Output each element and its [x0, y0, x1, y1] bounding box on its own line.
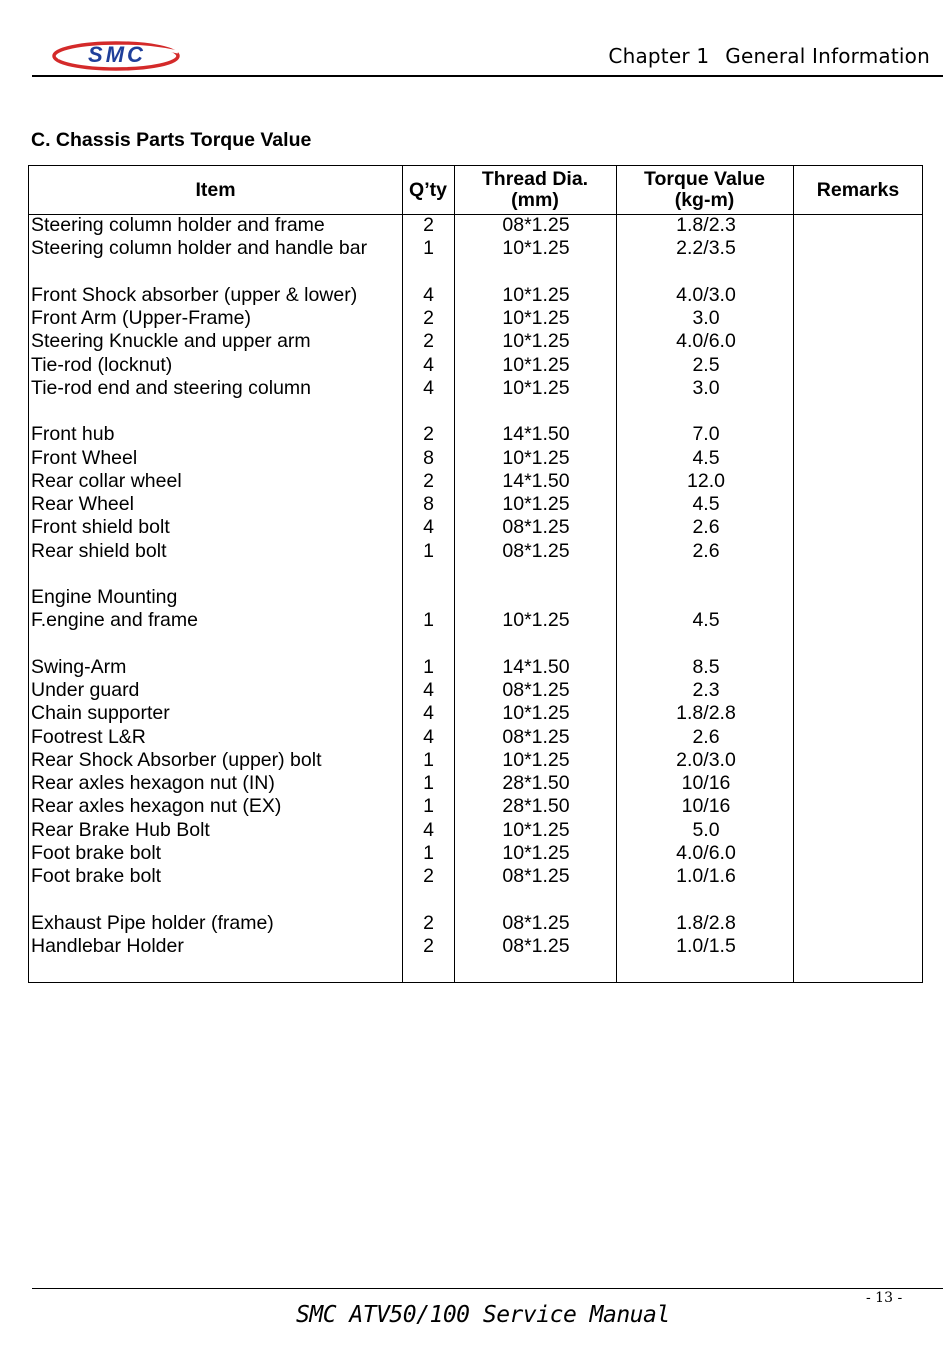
row-thread: 14*1.50: [502, 423, 570, 446]
table-row: [29, 726, 922, 749]
row-qty: 8: [423, 446, 434, 469]
row-qty: 2: [423, 423, 434, 446]
row-item: Chain supporter: [31, 702, 170, 725]
row-thread: 10*1.25: [502, 748, 570, 771]
row-torque: 7.0: [692, 423, 720, 446]
row-torque: 1.0/1.5: [676, 934, 736, 957]
row-thread: 28*1.50: [502, 772, 570, 794]
table-row: [29, 633, 922, 656]
row-torque: 3.0: [692, 376, 720, 399]
row-qty: 8: [423, 493, 434, 515]
row-thread: 08*1.25: [502, 516, 570, 539]
row-item: Rear shield bolt: [31, 539, 167, 562]
row-torque: 1.0/1.6: [676, 865, 736, 887]
row-item: Under guard: [31, 679, 140, 701]
row-qty: 1: [423, 655, 434, 678]
row-thread: 14*1.50: [502, 469, 570, 492]
table-row: [29, 423, 922, 446]
table-row: [29, 214, 922, 237]
row-torque: 8.5: [692, 655, 720, 678]
row-item: F.engine and frame: [31, 609, 198, 632]
table-row: [29, 772, 922, 795]
table-row: [29, 516, 922, 539]
header-remarks: Remarks: [816, 178, 900, 201]
row-qty: 4: [423, 702, 434, 725]
row-item: Rear Shock Absorber (upper) bolt: [31, 748, 322, 771]
table-row: [29, 540, 922, 563]
row-qty: 1: [423, 609, 434, 632]
row-torque: 4.0/6.0: [676, 330, 736, 353]
smc-logo: [50, 36, 184, 74]
row-qty: 4: [423, 353, 434, 376]
row-torque: 10/16: [681, 772, 731, 794]
table-row: [29, 377, 922, 400]
row-item: Swing-Arm: [31, 655, 127, 678]
table-row: [29, 912, 922, 935]
row-thread: 08*1.25: [502, 539, 570, 562]
row-torque: 12.0: [687, 469, 725, 492]
row-thread: 10*1.25: [502, 376, 570, 399]
svg-text:SMC: SMC: [88, 42, 146, 67]
row-thread: 14*1.50: [502, 655, 570, 678]
row-torque: 1.8/2.8: [676, 702, 736, 725]
header-item: Item: [195, 178, 236, 201]
table-row: [29, 749, 922, 772]
footer-rule: [32, 1288, 943, 1289]
row-item: Rear Brake Hub Bolt: [31, 818, 210, 841]
table-row: [29, 656, 922, 679]
row-qty: 2: [423, 911, 434, 934]
table-row: [29, 237, 922, 260]
row-torque: 4.0/3.0: [676, 283, 736, 306]
table-row: [29, 865, 922, 888]
table-row: [29, 307, 922, 330]
row-item: Front hub: [31, 423, 115, 446]
table-row: [29, 447, 922, 470]
row-torque: 3.0: [692, 307, 720, 329]
row-thread: 08*1.25: [502, 934, 570, 957]
table-row: [29, 935, 922, 958]
table-row: [29, 563, 922, 586]
row-torque: 5.0: [692, 818, 720, 841]
row-qty: 2: [423, 214, 434, 236]
torque-table: [28, 165, 923, 983]
row-torque: 10/16: [681, 795, 731, 818]
row-torque: 4.5: [692, 493, 720, 515]
row-torque: 2.2/3.5: [676, 237, 736, 260]
row-thread: 10*1.25: [502, 330, 570, 353]
table-row: [29, 609, 922, 632]
row-qty: 4: [423, 283, 434, 306]
row-item: Rear Wheel: [31, 493, 134, 515]
row-item: Tie-rod (locknut): [31, 353, 173, 376]
row-thread: 10*1.25: [502, 446, 570, 469]
row-qty: 4: [423, 818, 434, 841]
table-row: [29, 493, 922, 516]
row-thread: 08*1.25: [502, 911, 570, 934]
row-item: Engine Mounting: [31, 586, 178, 608]
row-qty: 1: [423, 237, 434, 260]
table-row: [29, 888, 922, 911]
row-item: Rear axles hexagon nut (EX): [31, 795, 282, 818]
row-item: Foot brake bolt: [31, 841, 162, 864]
manual-title: SMC ATV50/100 Service Manual: [296, 1302, 670, 1328]
chapter-heading: [608, 44, 930, 68]
table-row: [29, 400, 922, 423]
row-item: Exhaust Pipe holder (frame): [31, 911, 274, 934]
row-torque: 1.8/2.8: [676, 911, 736, 934]
row-item: Foot brake bolt: [31, 865, 162, 887]
header-rule: [32, 75, 943, 77]
row-thread: 10*1.25: [502, 818, 570, 841]
row-torque: 4.5: [692, 446, 720, 469]
row-qty: 4: [423, 725, 434, 748]
table-row: [29, 795, 922, 818]
row-thread: 28*1.50: [502, 795, 570, 818]
table-row: [29, 842, 922, 865]
row-thread: 08*1.25: [502, 214, 570, 236]
row-torque: 4.0/6.0: [676, 841, 736, 864]
row-qty: 4: [423, 376, 434, 399]
row-torque: 2.6: [692, 725, 720, 748]
row-thread: 08*1.25: [502, 725, 570, 748]
row-torque: 2.6: [692, 539, 720, 562]
row-torque: 2.6: [692, 516, 720, 539]
section-title: C. Chassis Parts Torque Value: [31, 129, 312, 151]
row-item: Front shield bolt: [31, 516, 170, 539]
row-item: Rear collar wheel: [31, 469, 182, 492]
table-row: [29, 702, 922, 725]
header-torque: Torque Value (kg-m): [644, 168, 765, 211]
row-qty: 1: [423, 795, 434, 818]
row-torque: 1.8/2.3: [676, 214, 736, 236]
row-qty: 2: [423, 469, 434, 492]
row-torque: 2.3: [692, 679, 720, 701]
table-row: [29, 330, 922, 353]
row-torque: 4.5: [692, 609, 720, 632]
row-qty: 1: [423, 748, 434, 771]
row-qty: 2: [423, 934, 434, 957]
page-number: - 13 -: [866, 1290, 903, 1306]
row-thread: 10*1.25: [502, 609, 570, 632]
header-qty: Q’ty: [409, 178, 447, 201]
row-item: Steering column holder and handle bar: [31, 237, 368, 260]
header-thread: Thread Dia. (mm): [481, 168, 589, 211]
table-row: [29, 586, 922, 609]
table-row: [29, 354, 922, 377]
row-thread: 10*1.25: [502, 353, 570, 376]
row-thread: 08*1.25: [502, 679, 570, 701]
table-row: [29, 261, 922, 284]
row-qty: 4: [423, 516, 434, 539]
row-item: Tie-rod end and steering column: [31, 376, 312, 399]
row-item: Footrest L&R: [31, 725, 146, 748]
row-thread: 10*1.25: [502, 493, 570, 515]
row-thread: 10*1.25: [502, 283, 570, 306]
chapter-title: General Information: [725, 44, 930, 68]
row-thread: 08*1.25: [502, 865, 570, 887]
table-row: [29, 819, 922, 842]
row-thread: 10*1.25: [502, 702, 570, 725]
row-thread: 10*1.25: [502, 307, 570, 329]
row-item: Handlebar Holder: [31, 934, 184, 957]
row-item: Steering column holder and frame: [31, 214, 325, 236]
row-qty: 1: [423, 539, 434, 562]
chapter-number: Chapter 1: [608, 44, 710, 68]
row-thread: 10*1.25: [502, 841, 570, 864]
table-row: [29, 284, 922, 307]
row-item: Front Wheel: [31, 446, 138, 469]
row-item: Front Arm (Upper-Frame): [31, 307, 251, 329]
row-item: Front Shock absorber (upper & lower): [31, 283, 358, 306]
row-item: Steering Knuckle and upper arm: [31, 330, 311, 353]
row-qty: 2: [423, 865, 434, 887]
row-qty: 1: [423, 841, 434, 864]
row-qty: 4: [423, 679, 434, 701]
row-thread: 10*1.25: [502, 237, 570, 260]
table-row: [29, 679, 922, 702]
row-item: Rear axles hexagon nut (IN): [31, 772, 275, 794]
row-torque: 2.0/3.0: [676, 748, 736, 771]
row-qty: 2: [423, 307, 434, 329]
row-torque: 2.5: [692, 353, 720, 376]
table-row: [29, 470, 922, 493]
row-qty: 2: [423, 330, 434, 353]
row-qty: 1: [423, 772, 434, 794]
